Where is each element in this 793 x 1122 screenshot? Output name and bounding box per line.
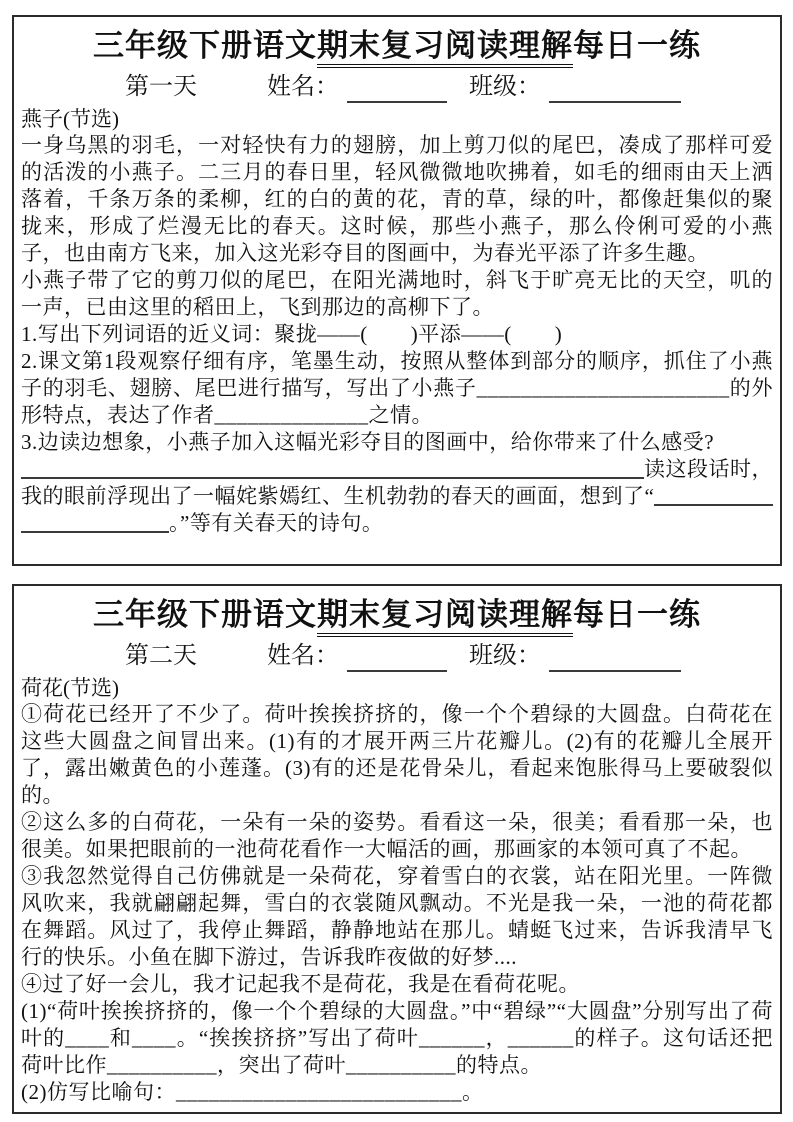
class-label: 班级： — [469, 642, 541, 669]
answer-blank-line[interactable] — [21, 531, 169, 533]
passage-paragraph: ②这么多的白荷花，一朵有一朵的姿势。看看这一朵，很美；看看那一朵，也很美。如果把眼前的一池荷花看作一大幅活的画，那画家的本领可真了不起。 — [21, 809, 773, 861]
title-underlined-part: 期末复习阅读理解 — [317, 28, 573, 68]
name-blank-line[interactable] — [347, 644, 447, 672]
header-row — [21, 640, 773, 672]
answer-line-text: 读这段话时， — [644, 456, 773, 481]
name-label: 姓名： — [267, 73, 339, 100]
title-underlined-part: 期末复习阅读理解 — [317, 597, 573, 637]
question-3: 3.边读边想象，小燕子加入这幅光彩夺目的图画中，给你带来了什么感受? — [21, 429, 715, 454]
title-prefix: 三年级下册语文 — [93, 597, 317, 632]
title-prefix: 三年级下册语文 — [93, 28, 317, 63]
header-row — [21, 71, 773, 103]
answer-blank-line[interactable] — [21, 477, 644, 479]
title-suffix: 每日一练 — [573, 28, 701, 63]
answer-line-text: 。”等有关春天的诗句。 — [169, 510, 384, 535]
class-blank-line[interactable] — [549, 644, 681, 672]
answer-line-text: 我的眼前浮现出了一幅姹紫嫣红、生机勃勃的春天的画面，想到了“ — [21, 483, 655, 508]
day2-card — [12, 584, 782, 1114]
title-suffix: 每日一练 — [573, 597, 701, 632]
question-2: 2.课文第1段观察仔细有序，笔墨生动，按照从整体到部分的顺序，抓住了小燕子的羽毛、翅膀、尾巴进行描写，写出了小燕子_______________________的外形特点，表达了作者______________之情。 — [21, 348, 773, 427]
answer-line-2 — [21, 483, 773, 510]
passage-title: 燕子(节选) — [21, 106, 119, 131]
answer-line-1 — [21, 456, 773, 483]
class-blank-line[interactable] — [549, 75, 681, 103]
name-label: 姓名： — [267, 642, 339, 669]
answer-line-3 — [21, 510, 773, 537]
worksheet-title — [21, 25, 773, 67]
day-label: 第一天 — [125, 73, 197, 100]
passage-paragraph: 小燕子带了它的剪刀似的尾巴，在阳光满地时，斜飞于旷亮无比的天空，叽的一声，已由这里的稻田上，飞到那边的高柳下了。 — [21, 267, 773, 319]
answer-blank-line[interactable] — [654, 504, 773, 506]
question-2: (2)仿写比喻句：__________________________。 — [21, 1079, 484, 1104]
day1-card — [12, 15, 782, 566]
question-1: (1)“荷叶挨挨挤挤的，像一个个碧绿的大圆盘。”中“碧绿”“大圆盘”分别写出了荷叶的____和____。“挨挨挤挤”写出了荷叶______，______的样子。这句话还把荷叶比作__________，突出了荷叶__________的特点。 — [21, 998, 773, 1077]
day-label: 第二天 — [125, 642, 197, 669]
passage-title: 荷花(节选) — [21, 675, 119, 700]
question-1: 1.写出下列词语的近义词：聚拢——( )平添——( ) — [21, 321, 563, 346]
name-blank-line[interactable] — [347, 75, 447, 103]
passage-paragraph: ④过了好一会儿，我才记起我不是荷花，我是在看荷花呢。 — [21, 971, 580, 996]
passage-paragraph: ①荷花已经开了不少了。荷叶挨挨挤挤的，像一个个碧绿的大圆盘。白荷花在这些大圆盘之间冒出来。(1)有的才展开两三片花瓣儿。(2)有的花瓣儿全展开了，露出嫩黄色的小莲蓬。(3)有的还是花骨朵儿，看起来饱胀得马上要破裂似的。 — [21, 701, 773, 807]
passage-paragraph: ③我忽然觉得自己仿佛就是一朵荷花，穿着雪白的衣裳，站在阳光里。一阵微风吹来，我就翩翩起舞，雪白的衣裳随风飘动。不光是我一朵，一池的荷花都在舞蹈。风过了，我停止舞蹈，静静地站在那儿。蜻蜓飞过来，告诉我清早飞行的快乐。小鱼在脚下游过，告诉我昨夜做的好梦.... — [21, 863, 773, 969]
worksheet-title — [21, 594, 773, 636]
passage-paragraph: 一身乌黑的羽毛，一对轻快有力的翅膀，加上剪刀似的尾巴，凑成了那样可爱的活泼的小燕子。二三月的春日里，轻风微微地吹拂着，如毛的细雨由天上洒落着，千条万条的柔柳，红的白的黄的花，青的草，绿的叶，都像赶集似的聚拢来，形成了烂漫无比的春天。这时候，那些小燕子，那么伶俐可爱的小燕子，也由南方飞来，加入这光彩夺目的图画中，为春光平添了许多生趣。 — [21, 132, 773, 265]
class-label: 班级： — [469, 73, 541, 100]
